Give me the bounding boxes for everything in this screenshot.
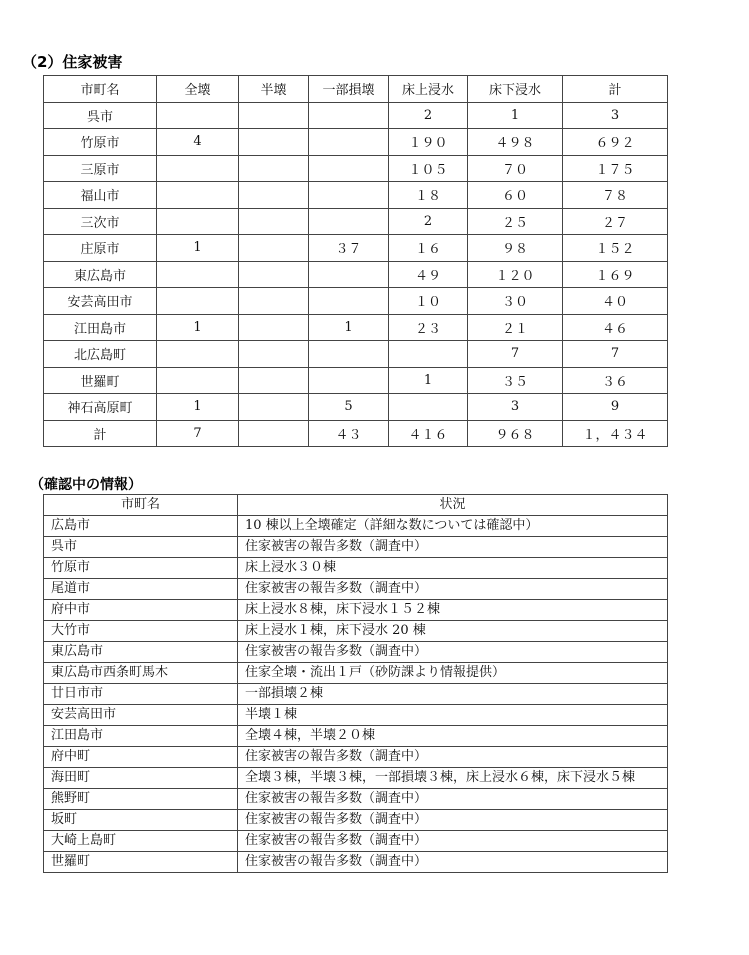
cell-municipality: 府中市: [44, 600, 238, 621]
table-row: [44, 705, 668, 726]
cell-below-floor-flood: ３５: [468, 367, 563, 394]
table-row: [44, 684, 668, 705]
cell-below-floor-flood: １２０: [468, 261, 563, 288]
table-row: [44, 621, 668, 642]
table-row: [44, 288, 668, 315]
cell-municipality: 竹原市: [44, 558, 238, 579]
table-row: [44, 235, 668, 262]
cell-half-collapse: [239, 420, 309, 447]
table-row: [44, 600, 668, 621]
cell-total: ２７: [563, 208, 668, 235]
cell-total-collapse: [157, 208, 239, 235]
table-header-row: [44, 76, 668, 103]
cell-below-floor-flood: ２１: [468, 314, 563, 341]
cell-municipality: 江田島市: [44, 726, 238, 747]
table-row: [44, 341, 668, 368]
cell-partial-damage: [309, 367, 389, 394]
cell-municipality: 神石高原町: [44, 394, 157, 421]
table-row: [44, 558, 668, 579]
table-row: [44, 420, 668, 447]
cell-above-floor-flood: １８: [389, 182, 468, 209]
cell-municipality: 三次市: [44, 208, 157, 235]
cell-total: 7: [563, 341, 668, 368]
cell-municipality: 府中町: [44, 747, 238, 768]
cell-status: 住家被害の報告多数（調査中）: [238, 810, 668, 831]
pending-info-table: [43, 494, 668, 873]
cell-municipality: 呉市: [44, 102, 157, 129]
cell-status: 半壊１棟: [238, 705, 668, 726]
table-row: [44, 831, 668, 852]
cell-below-floor-flood: ９８: [468, 235, 563, 262]
cell-partial-damage: [309, 155, 389, 182]
cell-total: １７５: [563, 155, 668, 182]
cell-status: 住家被害の報告多数（調査中）: [238, 537, 668, 558]
cell-total: ４６: [563, 314, 668, 341]
cell-total: ４０: [563, 288, 668, 315]
cell-municipality: 世羅町: [44, 367, 157, 394]
cell-half-collapse: [239, 208, 309, 235]
table-row: [44, 261, 668, 288]
cell-half-collapse: [239, 261, 309, 288]
cell-partial-damage: ３７: [309, 235, 389, 262]
cell-status: 住家被害の報告多数（調査中）: [238, 642, 668, 663]
col-header-status: 状況: [238, 495, 668, 516]
cell-above-floor-flood: 2: [389, 208, 468, 235]
cell-status: 10 棟以上全壊確定（詳細な数については確認中）: [238, 516, 668, 537]
table-row: [44, 182, 668, 209]
cell-half-collapse: [239, 314, 309, 341]
table-row: [44, 314, 668, 341]
cell-above-floor-flood: １９０: [389, 129, 468, 156]
cell-total-collapse: 7: [157, 420, 239, 447]
table-row: [44, 579, 668, 600]
cell-half-collapse: [239, 341, 309, 368]
cell-above-floor-flood: [389, 394, 468, 421]
cell-municipality: 安芸高田市: [44, 288, 157, 315]
cell-partial-damage: [309, 288, 389, 315]
cell-below-floor-flood: ９６８: [468, 420, 563, 447]
cell-municipality: 熊野町: [44, 789, 238, 810]
cell-above-floor-flood: １０５: [389, 155, 468, 182]
cell-total-collapse: 4: [157, 129, 239, 156]
cell-partial-damage: [309, 129, 389, 156]
cell-total-collapse: [157, 155, 239, 182]
cell-total: ７８: [563, 182, 668, 209]
cell-partial-damage: [309, 261, 389, 288]
table-row: [44, 516, 668, 537]
cell-total-collapse: [157, 182, 239, 209]
cell-municipality: 坂町: [44, 810, 238, 831]
table-row: [44, 155, 668, 182]
cell-municipality: 呉市: [44, 537, 238, 558]
cell-municipality: 世羅町: [44, 852, 238, 873]
cell-status: 全壊４棟，半壊２０棟: [238, 726, 668, 747]
table-row: [44, 208, 668, 235]
cell-partial-damage: [309, 182, 389, 209]
cell-municipality: 広島市: [44, 516, 238, 537]
cell-total-collapse: [157, 288, 239, 315]
cell-above-floor-flood: １０: [389, 288, 468, 315]
cell-status: 全壊３棟，半壊３棟，一部損壊３棟，床上浸水６棟，床下浸水５棟: [238, 768, 668, 789]
table-header-row: [44, 495, 668, 516]
cell-below-floor-flood: ２５: [468, 208, 563, 235]
cell-status: 住家被害の報告多数（調査中）: [238, 831, 668, 852]
cell-municipality: 福山市: [44, 182, 157, 209]
cell-municipality: 庄原市: [44, 235, 157, 262]
cell-above-floor-flood: ４９: [389, 261, 468, 288]
cell-above-floor-flood: １６: [389, 235, 468, 262]
cell-half-collapse: [239, 394, 309, 421]
cell-status: 住家全壊・流出１戸（砂防課より情報提供）: [238, 663, 668, 684]
cell-total: ３６: [563, 367, 668, 394]
cell-total-collapse: 1: [157, 235, 239, 262]
cell-total: ６９２: [563, 129, 668, 156]
cell-municipality: 東広島市西条町馬木: [44, 663, 238, 684]
cell-half-collapse: [239, 367, 309, 394]
cell-total-collapse: [157, 367, 239, 394]
cell-municipality: 安芸高田市: [44, 705, 238, 726]
cell-below-floor-flood: ７０: [468, 155, 563, 182]
table-row: [44, 642, 668, 663]
table-row: [44, 663, 668, 684]
cell-municipality: 計: [44, 420, 157, 447]
cell-below-floor-flood: ４９８: [468, 129, 563, 156]
housing-damage-table: [43, 75, 668, 447]
cell-partial-damage: 5: [309, 394, 389, 421]
cell-below-floor-flood: ６０: [468, 182, 563, 209]
table-row: [44, 726, 668, 747]
cell-municipality: 尾道市: [44, 579, 238, 600]
cell-half-collapse: [239, 129, 309, 156]
cell-municipality: 江田島市: [44, 314, 157, 341]
cell-municipality: 東広島市: [44, 261, 157, 288]
cell-total: １５２: [563, 235, 668, 262]
cell-status: 一部損壊２棟: [238, 684, 668, 705]
cell-municipality: 竹原市: [44, 129, 157, 156]
cell-below-floor-flood: ３０: [468, 288, 563, 315]
col-header-above-floor-flood: 床上浸水: [389, 76, 468, 103]
cell-total-collapse: 1: [157, 314, 239, 341]
table-row: [44, 789, 668, 810]
cell-municipality: 東広島市: [44, 642, 238, 663]
cell-total: 9: [563, 394, 668, 421]
cell-status: 床上浸水１棟，床下浸水 20 棟: [238, 621, 668, 642]
table-row: [44, 129, 668, 156]
cell-total-collapse: [157, 261, 239, 288]
cell-partial-damage: ４３: [309, 420, 389, 447]
cell-partial-damage: 1: [309, 314, 389, 341]
cell-above-floor-flood: 1: [389, 367, 468, 394]
table-row: [44, 768, 668, 789]
cell-municipality: 大崎上島町: [44, 831, 238, 852]
cell-below-floor-flood: 7: [468, 341, 563, 368]
cell-status: 住家被害の報告多数（調査中）: [238, 747, 668, 768]
col-header-partial-damage: 一部損壊: [309, 76, 389, 103]
cell-partial-damage: [309, 341, 389, 368]
col-header-half-collapse: 半壊: [239, 76, 309, 103]
col-header-municipality: 市町名: [44, 495, 238, 516]
cell-status: 床上浸水３０棟: [238, 558, 668, 579]
table-row: [44, 747, 668, 768]
cell-total-collapse: 1: [157, 394, 239, 421]
cell-above-floor-flood: ４１６: [389, 420, 468, 447]
col-header-below-floor-flood: 床下浸水: [468, 76, 563, 103]
cell-above-floor-flood: [389, 341, 468, 368]
cell-partial-damage: [309, 102, 389, 129]
cell-total: 3: [563, 102, 668, 129]
cell-above-floor-flood: 2: [389, 102, 468, 129]
cell-half-collapse: [239, 102, 309, 129]
table-row: [44, 852, 668, 873]
cell-below-floor-flood: 1: [468, 102, 563, 129]
cell-status: 住家被害の報告多数（調査中）: [238, 579, 668, 600]
col-header-total: 計: [563, 76, 668, 103]
section-title-housing-damage: （2）住家被害: [22, 53, 123, 71]
cell-municipality: 海田町: [44, 768, 238, 789]
cell-municipality: 廿日市市: [44, 684, 238, 705]
cell-below-floor-flood: 3: [468, 394, 563, 421]
cell-municipality: 北広島町: [44, 341, 157, 368]
cell-total: １，４３４: [563, 420, 668, 447]
cell-total: １６９: [563, 261, 668, 288]
table-row: [44, 810, 668, 831]
cell-half-collapse: [239, 182, 309, 209]
cell-total-collapse: [157, 102, 239, 129]
table-row: [44, 394, 668, 421]
table-row: [44, 367, 668, 394]
cell-half-collapse: [239, 155, 309, 182]
cell-total-collapse: [157, 341, 239, 368]
cell-status: 住家被害の報告多数（調査中）: [238, 852, 668, 873]
section-title-pending-info: （確認中の情報）: [30, 477, 142, 493]
table-row: [44, 537, 668, 558]
cell-status: 住家被害の報告多数（調査中）: [238, 789, 668, 810]
cell-above-floor-flood: ２３: [389, 314, 468, 341]
table-row: [44, 102, 668, 129]
cell-half-collapse: [239, 235, 309, 262]
col-header-total-collapse: 全壊: [157, 76, 239, 103]
cell-partial-damage: [309, 208, 389, 235]
col-header-municipality: 市町名: [44, 76, 157, 103]
cell-municipality: 大竹市: [44, 621, 238, 642]
cell-status: 床上浸水８棟，床下浸水１５２棟: [238, 600, 668, 621]
cell-municipality: 三原市: [44, 155, 157, 182]
cell-half-collapse: [239, 288, 309, 315]
